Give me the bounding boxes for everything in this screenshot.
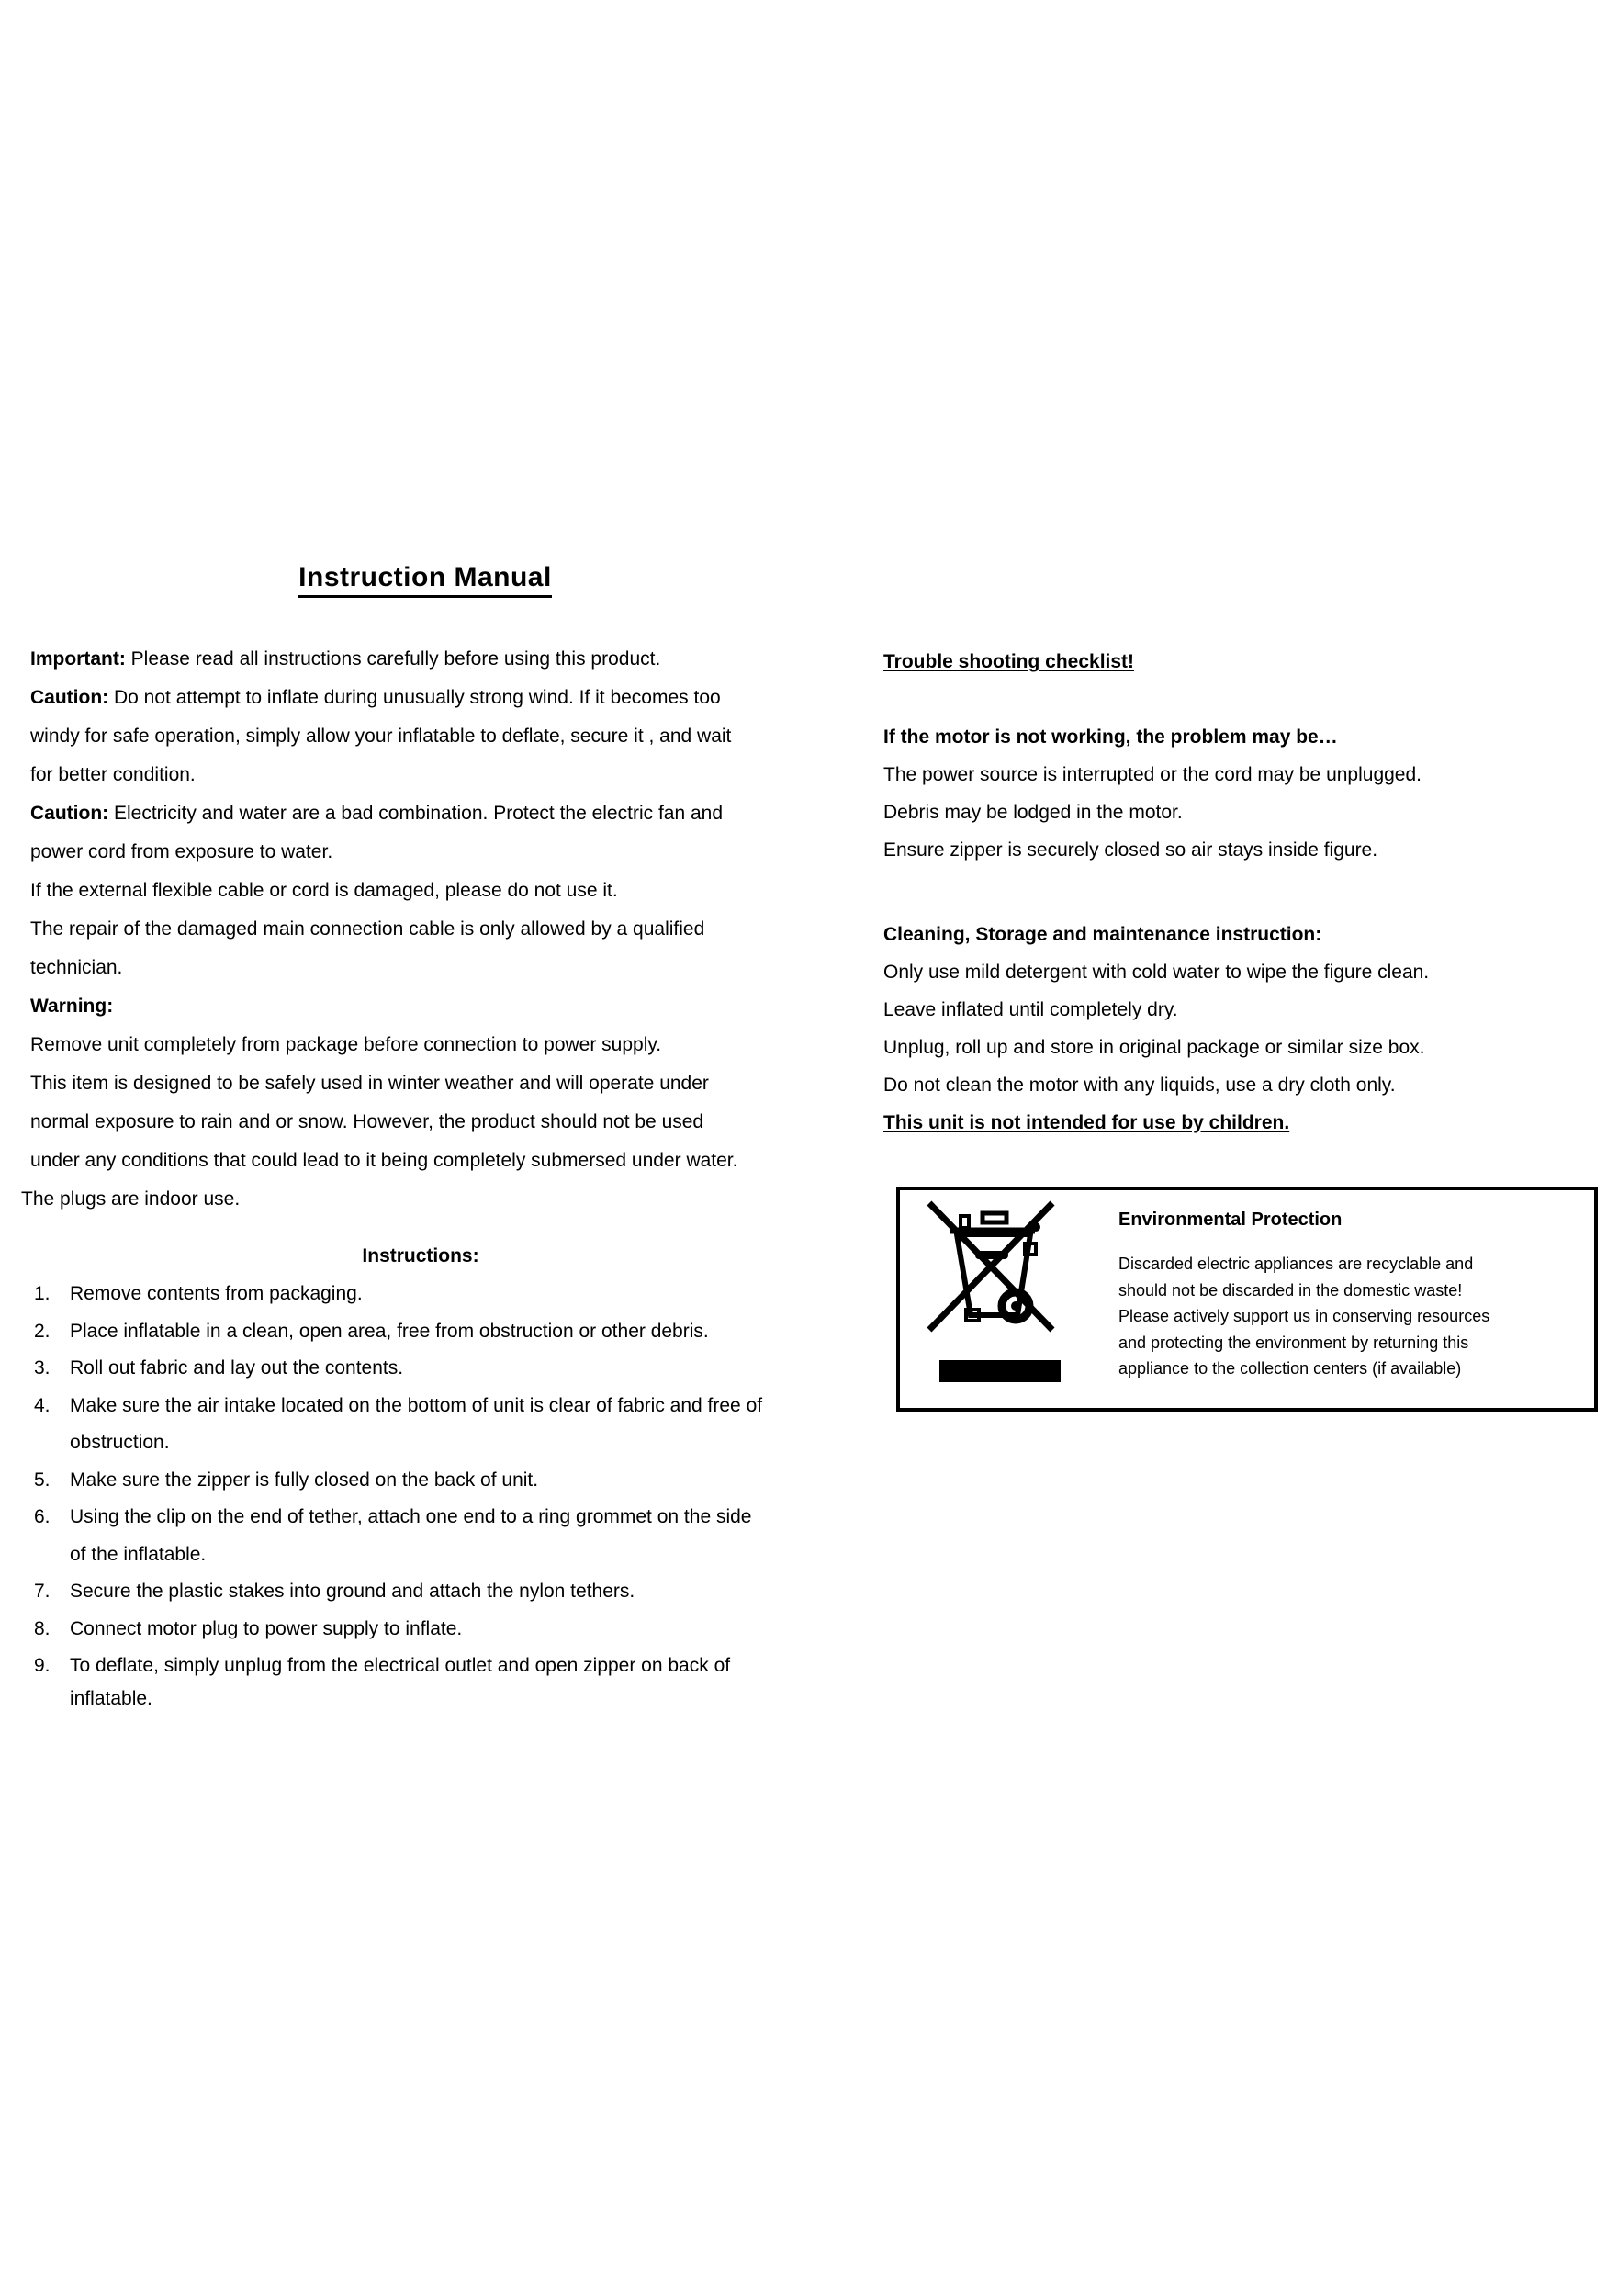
list-item: 5. Make sure the zipper is fully closed on the back of unit. [34,1469,539,1491]
para-line: This item is designed to be safely used in winter weather and will operate under [30,1073,709,1094]
cleaning-line: Leave inflated until completely dry. [883,999,1178,1020]
list-item: 1. Remove contents from packaging. [34,1283,363,1304]
para-line: Important: Please read all instructions carefully before using this product. [30,648,661,670]
weee-crossed-bin-icon [922,1196,1060,1335]
para-line: If the external flexible cable or cord is damaged, please do not use it. [30,880,618,901]
env-text-line: and protecting the environment by returning this [1118,1333,1469,1352]
env-text-line: should not be discarded in the domestic waste! [1118,1280,1463,1300]
troubleshooting-heading: Trouble shooting checklist! [883,651,1135,672]
list-item: 4. Make sure the air intake located on the bottom of unit is clear of fabric and free of obstruction. [34,1394,763,1453]
page-title-wrap [30,562,820,598]
page-title: Instruction Manual [298,562,552,598]
para-line: The repair of the damaged main connection cable is only allowed by a qualified [30,918,705,940]
para-line: windy for safe operation, simply allow your inflatable to deflate, secure it , and wait [30,726,732,747]
cleaning-heading: Cleaning, Storage and maintenance instruction: [883,924,1322,945]
left-column [21,640,829,1219]
para-line: Caution: Do not attempt to inflate during unusually strong wind. If it becomes too [30,687,721,708]
para-line: The plugs are indoor use. [21,1188,241,1210]
list-item: 6. Using the clip on the end of tether, attach one end to a ring grommet on the side of the inflatable. [34,1506,752,1565]
para-line: technician. [30,957,123,978]
list-item: 2. Place inflatable in a clean, open area, free from obstruction or other debris. [34,1320,709,1342]
env-text-line: Discarded electric appliances are recyclable and [1118,1255,1474,1273]
instructions-heading: Instructions: [362,1245,479,1266]
para-line: for better condition. [30,764,196,785]
list-item: 7. Secure the plastic stakes into ground and attach the nylon tethers. [34,1581,635,1602]
para-line: under any conditions that could lead to it being completely submersed under water. [30,1150,738,1171]
environmental-protection-box [896,1187,1598,1412]
para-line: Remove unit completely from package before connection to power supply. [30,1034,662,1055]
cleaning-line: Only use mild detergent with cold water to wipe the figure clean. [883,962,1430,983]
list-item: 8. Connect motor plug to power supply to inflate. [34,1617,463,1639]
list-item: 3. Roll out fabric and lay out the contents. [34,1357,404,1379]
list-item: 9. To deflate, simply unplug from the electrical outlet and open zipper on back of inflatable. [34,1655,731,1709]
para-line: normal exposure to rain and or snow. However, the product should not be used [30,1111,704,1132]
para-line: Caution: Electricity and water are a bad combination. Protect the electric fan and [30,803,724,824]
weee-black-bar [939,1360,1061,1382]
right-column [883,643,1607,1142]
env-text-line: appliance to the collection centers (if available) [1118,1359,1462,1378]
env-box-title: Environmental Protection [1118,1210,1343,1230]
children-warning: This unit is not intended for use by children. [883,1112,1290,1133]
motor-line: Ensure zipper is securely closed so air stays inside figure. [883,839,1378,861]
env-text-line: Please actively support us in conserving resources [1118,1307,1490,1325]
motor-line: Debris may be lodged in the motor. [883,802,1183,823]
instructions-list [34,1276,833,1712]
env-box-text [1118,1251,1489,1382]
cleaning-line: Do not clean the motor with any liquids, use a dry cloth only. [883,1075,1396,1096]
motor-line: The power source is interrupted or the cord may be unplugged. [883,764,1422,785]
cleaning-line: Unplug, roll up and store in original package or similar size box. [883,1037,1425,1058]
para-line: power cord from exposure to water. [30,841,333,862]
para-line: Warning: [30,996,114,1017]
motor-heading: If the motor is not working, the problem may be… [883,726,1338,748]
